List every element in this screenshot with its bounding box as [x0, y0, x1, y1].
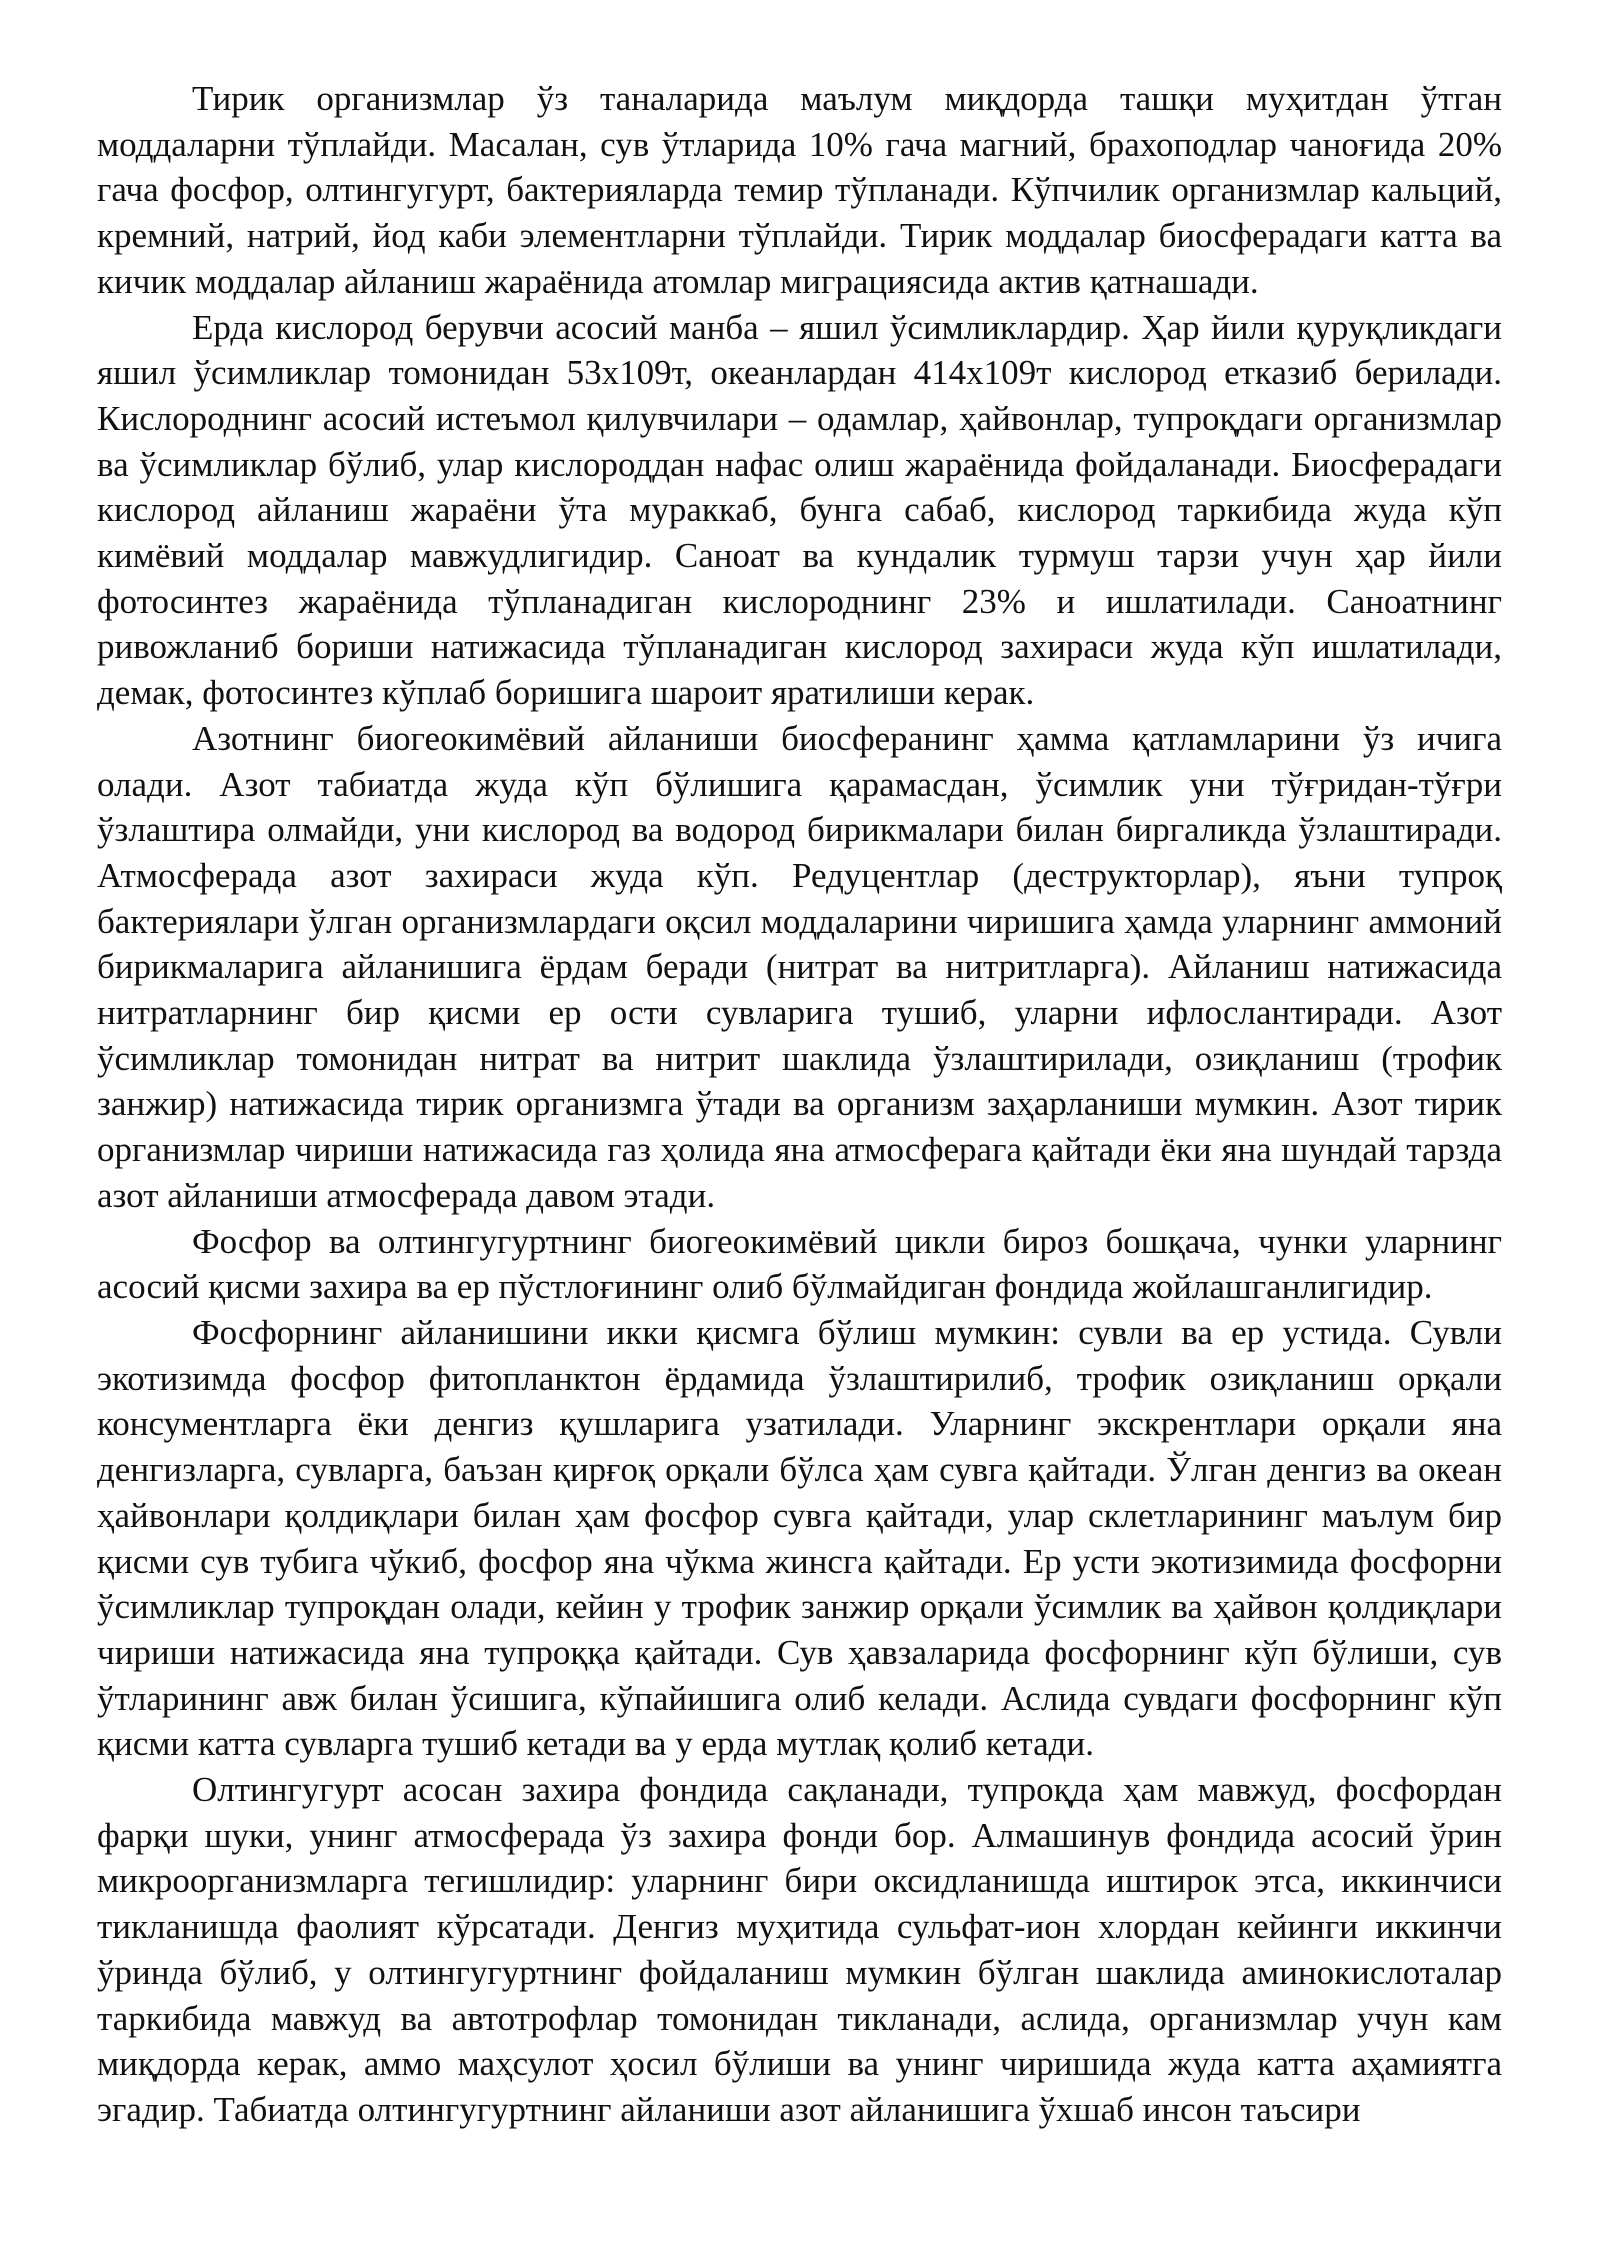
paragraph-phosphorus: Фосфорнинг айланишини икки қисмга бўлиш мумкин: сувли ва ер устида. Сувли экотизимда фосфор фитопланктон ёрдамида ўзлаштирилиб, трофик озиқланиш орқали консументларга ёки денгиз қушларига узатилади. Уларнинг экскрентлари орқали яна денгизларга, сувларга, баъзан қирғоқ орқали бўлса ҳам сувга қайтади. Ўлган денгиз ва океан ҳайвонлари қолдиқлари билан ҳам фосфор сувга қайтади, улар склетларининг маълум бир қисми сув тубига чўкиб, фосфор яна чўкма жинсга қайтади. Ер усти экотизимида фосфорни ўсимликлар тупроқдан олади, кейин у трофик занжир орқали ўсимлик ва ҳайвон қолдиқлари чириши натижасида яна тупроққа қайтади. Сув ҳавзаларида фосфорнинг кўп бўлиши, сув ўтларининг авж билан ўсишига, кўпайишига олиб келади. Аслида сувдаги фосфорнинг кўп қисми катта сувларга тушиб кетади ва у ерда мутлақ қолиб кетади.	[97, 1312, 1502, 1764]
paragraph-phosphorus-sulfur-intro: Фосфор ва олтингугуртнинг биогеокимёвий цикли бироз бошқача, чунки уларнинг асосий қисми захира ва ер пўстлоғининг олиб бўлмайдиган фондида жойлашганлигидир.	[97, 1221, 1502, 1307]
paragraph-sulfur: Олтингугурт асосан захира фондида сақланади, тупроқда ҳам мавжуд, фосфордан фарқи шуки, унинг атмосферада ўз захира фонди бор. Алмашинув фондида асосий ўрин микроорганизмларга тегишлидир: уларнинг бири оксидланишда иштирок этса, иккинчиси тикланишда фаолият кўрсатади. Денгиз муҳитида сульфат-ион хлордан кейинги иккинчи ўринда бўлиб, у олтингугуртнинг фойдаланиш мумкин бўлган шаклида аминокислоталар таркибида мавжуд ва автотрофлар томонидан тикланади, аслида, организмлар учун кам миқдорда керак, аммо маҳсулот ҳосил бўлиши ва унинг чиришида жуда катта аҳамиятга эгадир. Табиатда олтингугуртнинг айланиши азот айланишига ўхшаб инсон таъсири	[97, 1770, 1502, 2129]
paragraph-organisms: Тирик организмлар ўз таналарида маълум миқдорда ташқи муҳитдан ўтган моддаларни тўплайди. Масалан, сув ўтларида 10% гача магний, брахоподлар чаноғида 20% гача фосфор, олтингугурт, бактерияларда темир тўпланади. Кўпчилик организмлар кальций, кремний, натрий, йод каби элементларни тўплайди. Тирик моддалар биосферадаги катта ва кичик моддалар айланиш жараёнида атомлар миграциясида актив қатнашади.	[97, 79, 1502, 301]
paragraph-oxygen: Ерда кислород берувчи асосий манба – яшил ўсимликлардир. Ҳар йили қуруқликдаги яшил ўсимликлар томонидан 53х109т, океанлардан 414х109т кислород етказиб берилади. Кислороднинг асосий истеъмол қилувчилари – одамлар, ҳайвонлар, тупроқдаги организмлар ва ўсимликлар бўлиб, улар кислороддан нафас олиш жараёнида фойдаланади. Биосферадаги кислород айланиш жараёни ўта мураккаб, бунга сабаб, кислород таркибида жуда кўп кимёвий моддалар мавжудлигидир. Саноат ва кундалик турмуш тарзи учун ҳар йили фотосинтез жараёнида тўпланадиган кислороднинг 23% и ишлатилади. Саноатнинг ривожланиб бориши натижасида тўпланадиган кислород захираси жуда кўп ишлатилади, демак, фотосинтез кўплаб боришига шароит яратилиши керак.	[97, 307, 1502, 713]
paragraph-nitrogen: Азотнинг биогеокимёвий айланиши биосферанинг ҳамма қатламларини ўз ичига олади. Азот табиатда жуда кўп бўлишига қарамасдан, ўсимлик уни тўғридан-тўғри ўзлаштира олмайди, уни кислород ва водород бирикмалари билан биргаликда ўзлаштиради. Атмосферада азот захираси жуда кўп. Редуцентлар (деструкторлар), яъни тупроқ бактериялари ўлган организмлардаги оқсил моддаларини чиришига ҳамда уларнинг аммоний бирикмаларига айланишига ёрдам беради (нитрат ва нитритларга). Айланиш натижасида нитратларнинг бир қисми ер ости сувларига тушиб, уларни ифлослантиради. Азот ўсимликлар томонидан нитрат ва нитрит шаклида ўзлаштирилади, озиқланиш (трофик занжир) натижасида тирик организмга ўтади ва организм заҳарланиши мумкин. Азот тирик организмлар чириши натижасида газ ҳолида яна атмосферага қайтади ёки яна шундай тарзда азот айланиши атмосферада давом этади.	[97, 718, 1502, 1215]
document-page	[97, 76, 1502, 2133]
